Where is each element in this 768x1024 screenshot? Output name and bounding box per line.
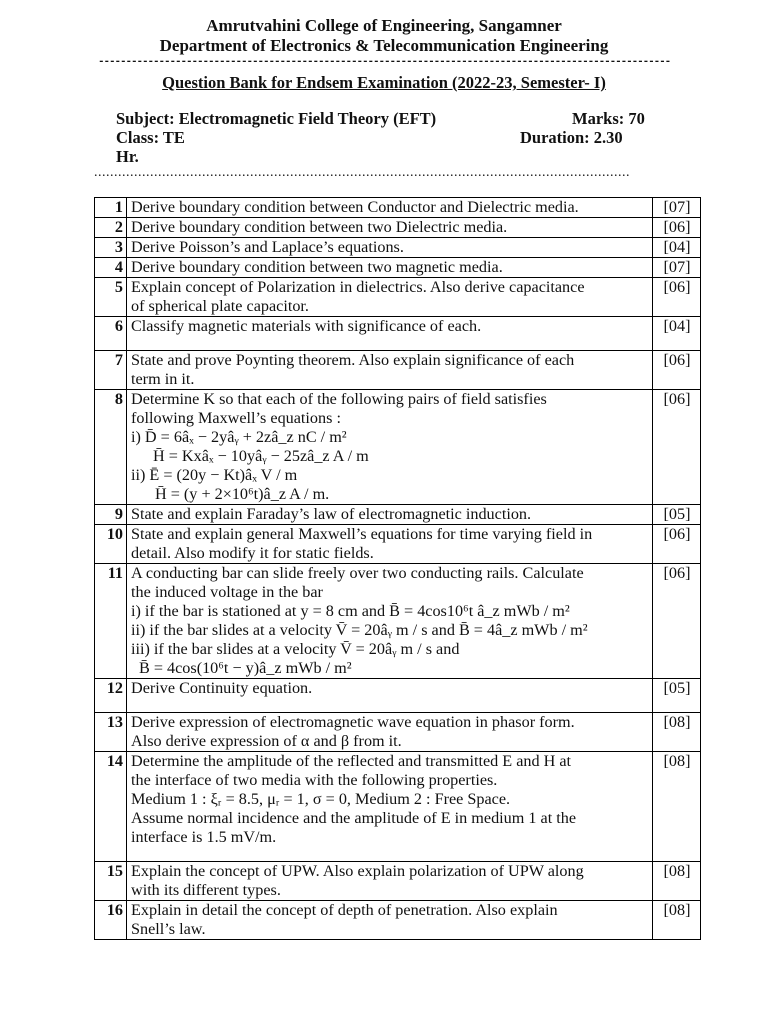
question-text-line: interface is 1.5 mV/m. [131, 828, 277, 846]
question-number: 11 [95, 564, 127, 679]
question-text [127, 317, 653, 351]
question-text-line: Derive expression of electromagnetic wave equation in phasor form. [131, 713, 575, 731]
question-marks: [04] [653, 317, 701, 351]
question-text-line: following Maxwell’s equations : [131, 409, 341, 427]
separator-line: -------------------------------------------------------------------------------------------------------- [98, 58, 671, 66]
row-spacer [131, 847, 649, 861]
question-marks: [06] [653, 278, 701, 317]
question-text [127, 218, 653, 238]
class-label: Class: TE [116, 128, 185, 147]
question-marks: [05] [653, 505, 701, 525]
question-table [94, 197, 701, 940]
question-text-line: Determine K so that each of the following pairs of field satisfies [131, 390, 547, 408]
duration-unit-label: Hr. [116, 147, 139, 166]
question-marks: [08] [653, 901, 701, 940]
question-text-line: Derive Poisson’s and Laplace’s equations. [131, 238, 404, 256]
question-row [95, 238, 701, 258]
question-number: 1 [95, 198, 127, 218]
question-number: 6 [95, 317, 127, 351]
question-marks: [08] [653, 862, 701, 901]
question-row [95, 258, 701, 278]
question-number: 10 [95, 525, 127, 564]
question-row [95, 752, 701, 862]
question-row [95, 390, 701, 505]
question-text [127, 713, 653, 752]
question-row [95, 901, 701, 940]
question-text-line: Explain concept of Polarization in dielectrics. Also derive capacitance [131, 278, 585, 296]
question-text-line: Snell’s law. [131, 920, 206, 938]
question-marks: [04] [653, 238, 701, 258]
marks-label: Marks: 70 [572, 109, 645, 128]
question-text-line: Derive boundary condition between two magnetic media. [131, 258, 503, 276]
question-marks: [06] [653, 218, 701, 238]
dotted-separator: ...................................................................................................................................... [94, 168, 630, 178]
question-row [95, 713, 701, 752]
question-row [95, 679, 701, 713]
question-text-line: Assume normal incidence and the amplitude of E in medium 1 at the [131, 809, 577, 827]
question-marks: [06] [653, 351, 701, 390]
question-text-line: State and explain general Maxwell’s equations for time varying field in [131, 525, 593, 543]
question-text-line: Determine the amplitude of the reflected and transmitted E and H at [131, 752, 572, 770]
question-marks: [06] [653, 564, 701, 679]
question-marks: [06] [653, 525, 701, 564]
question-number: 14 [95, 752, 127, 862]
question-text-line: H̄ = (y + 2×10⁶t)â_z A / m. [155, 485, 330, 503]
question-row [95, 317, 701, 351]
college-name: Amrutvahini College of Engineering, Sangamner [206, 16, 562, 35]
question-number: 15 [95, 862, 127, 901]
subject-label: Subject: Electromagnetic Field Theory (EFT) [116, 109, 437, 128]
question-number: 5 [95, 278, 127, 317]
question-text-line: ii) if the bar slides at a velocity V̄ = 20âᵧ m / s and B̄ = 4â_z mWb / m² [131, 621, 588, 639]
question-text [127, 525, 653, 564]
question-text [127, 679, 653, 713]
question-text-line: of spherical plate capacitor. [131, 297, 309, 315]
question-text-line: term in it. [131, 370, 195, 388]
question-text [127, 901, 653, 940]
question-marks: [07] [653, 258, 701, 278]
question-text [127, 390, 653, 505]
question-text-line: State and explain Faraday’s law of electromagnetic induction. [131, 505, 532, 523]
question-number: 16 [95, 901, 127, 940]
question-row [95, 351, 701, 390]
question-bank-title: Question Bank for Endsem Examination (2022-23, Semester- I) [162, 73, 606, 92]
question-text-line: Derive boundary condition between two Dielectric media. [131, 218, 508, 236]
question-text [127, 862, 653, 901]
question-number: 8 [95, 390, 127, 505]
department-name: Department of Electronics & Telecommunication Engineering [159, 36, 609, 55]
question-text [127, 564, 653, 679]
question-number: 13 [95, 713, 127, 752]
question-text-line: Classify magnetic materials with significance of each. [131, 317, 482, 335]
question-text-line: i) if the bar is stationed at y = 8 cm and B̄ = 4cos10⁶t â_z mWb / m² [131, 602, 570, 620]
question-text-line: A conducting bar can slide freely over two conducting rails. Calculate [131, 564, 584, 582]
question-row [95, 278, 701, 317]
question-text [127, 198, 653, 218]
question-text-line: i) D̄ = 6âₓ − 2yâᵧ + 2zâ_z nC / m² [131, 428, 347, 446]
question-text-line: Explain in detail the concept of depth of penetration. Also explain [131, 901, 558, 919]
question-text-line: Medium 1 : ξᵣ = 8.5, μᵣ = 1, σ = 0, Medium 2 : Free Space. [131, 790, 511, 808]
question-number: 9 [95, 505, 127, 525]
question-number: 3 [95, 238, 127, 258]
question-text-line: Also derive expression of α and β from it. [131, 732, 402, 750]
question-text [127, 258, 653, 278]
question-number: 12 [95, 679, 127, 713]
question-row [95, 862, 701, 901]
question-text-line: State and prove Poynting theorem. Also explain significance of each [131, 351, 575, 369]
question-marks: [07] [653, 198, 701, 218]
question-number: 2 [95, 218, 127, 238]
question-text-line: with its different types. [131, 881, 281, 899]
question-number: 7 [95, 351, 127, 390]
question-row [95, 525, 701, 564]
question-text-line: B̄ = 4cos(10⁶t − y)â_z mWb / m² [139, 659, 352, 677]
question-marks: [08] [653, 713, 701, 752]
question-text [127, 505, 653, 525]
question-text-line: ii) Ē = (20y − Kt)âₓ V / m [131, 466, 298, 484]
question-text [127, 278, 653, 317]
question-text-line: Derive boundary condition between Conductor and Dielectric media. [131, 198, 579, 216]
question-row [95, 505, 701, 525]
question-text-line: H̄ = Kxâₓ − 10yâᵧ − 25zâ_z A / m [153, 447, 369, 465]
question-text-line: Derive Continuity equation. [131, 679, 313, 697]
row-spacer [131, 698, 649, 712]
question-text-line: Explain the concept of UPW. Also explain polarization of UPW along [131, 862, 584, 880]
row-spacer [131, 336, 649, 350]
question-number: 4 [95, 258, 127, 278]
question-row [95, 564, 701, 679]
question-marks: [06] [653, 390, 701, 505]
question-text [127, 752, 653, 862]
question-row [95, 198, 701, 218]
duration-label: Duration: 2.30 [520, 128, 623, 147]
question-text-line: the induced voltage in the bar [131, 583, 323, 601]
question-marks: [05] [653, 679, 701, 713]
question-text-line: detail. Also modify it for static fields. [131, 544, 374, 562]
question-marks: [08] [653, 752, 701, 862]
question-text-line: the interface of two media with the following properties. [131, 771, 498, 789]
question-text [127, 351, 653, 390]
question-text [127, 238, 653, 258]
question-text-line: iii) if the bar slides at a velocity V̄ = 20âᵧ m / s and [131, 640, 460, 658]
question-row [95, 218, 701, 238]
